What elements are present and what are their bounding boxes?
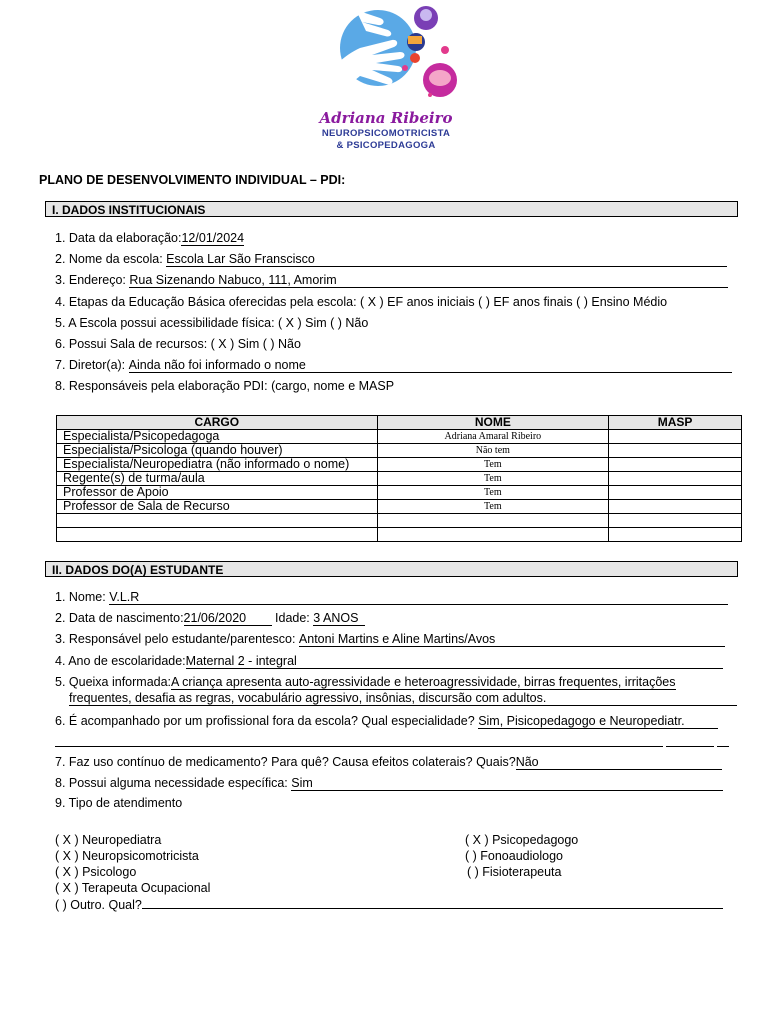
item-queixa	[55, 675, 676, 690]
item-responsavel	[55, 632, 725, 647]
cell-masp	[609, 444, 742, 458]
cell-nome: Tem	[377, 500, 609, 514]
item-nascimento	[55, 611, 365, 626]
table-row	[57, 514, 742, 528]
value: A criança apresenta auto-agressividade e heteroagressividade, birras frequentes, irritações	[171, 675, 676, 689]
item-sala-recursos: 6. Possui Sala de recursos: ( X ) Sim ( ) Não	[55, 337, 301, 351]
value: Sim, Pisicopedagogo e Neuropediatr.	[478, 715, 718, 729]
item-acessibilidade: 5. A Escola possui acessibilidade física: ( X ) Sim ( ) Não	[55, 316, 369, 330]
cell-masp	[609, 472, 742, 486]
cell-nome: Tem	[377, 472, 609, 486]
table-row	[57, 486, 742, 500]
cell-masp	[609, 458, 742, 472]
logo-subtitle-1: NEUROPSICOMOTRICISTA	[321, 128, 451, 139]
cell-cargo: Regente(s) de turma/aula	[57, 472, 378, 486]
cell-nome: Adriana Amaral Ribeiro	[377, 430, 609, 444]
label: 1. Data da elaboração:	[55, 231, 182, 245]
option-neuropsicomotricista: ( X ) Neuropsicomotricista	[55, 849, 199, 863]
label: ( ) Outro. Qual?	[55, 898, 142, 912]
cell-masp	[609, 528, 742, 542]
value: Não	[516, 756, 722, 770]
value: frequentes, desafia as regras, vocabulário agressivo, insônias, discursão com adultos.	[69, 692, 737, 706]
header-nome: NOME	[377, 416, 609, 430]
section-header-estudante: II. DADOS DO(A) ESTUDANTE	[45, 561, 738, 577]
idade-value: 3 ANOS	[313, 612, 365, 626]
table-row	[57, 500, 742, 514]
item-tipo-atendimento: 9. Tipo de atendimento	[55, 796, 183, 810]
item-data-elaboracao	[55, 231, 244, 246]
option-psicologo: ( X ) Psicologo	[55, 865, 137, 879]
value: 21/06/2020	[184, 612, 272, 626]
cell-nome: Tem	[377, 458, 609, 472]
option-psicopedagogo: ( X ) Psicopedagogo	[465, 833, 579, 847]
label: 1. Nome:	[55, 590, 110, 604]
label: 7. Diretor(a):	[55, 358, 129, 372]
item-medicamento	[55, 755, 722, 770]
item-responsaveis: 8. Responsáveis pela elaboração PDI: (cargo, nome e MASP	[55, 379, 395, 393]
cell-masp	[609, 430, 742, 444]
cell-masp	[609, 500, 742, 514]
table-row	[57, 430, 742, 444]
responsaveis-table	[56, 415, 742, 542]
value: Maternal 2 - integral	[186, 655, 723, 669]
logo-name: Adriana Ribeiro	[319, 109, 453, 127]
option-fisioterapeuta: ( ) Fisioterapeuta	[467, 865, 562, 879]
blank-line	[55, 746, 663, 747]
option-fonoaudiologo: ( ) Fonoaudiologo	[465, 849, 563, 863]
option-neuropediatra: ( X ) Neuropediatra	[55, 833, 162, 847]
cell-masp	[609, 514, 742, 528]
label: 8. Possui alguma necessidade específica:	[55, 776, 292, 790]
header-masp: MASP	[609, 416, 742, 430]
cell-masp	[609, 486, 742, 500]
cell-cargo: Especialista/Neuropediatra (não informado o nome)	[57, 458, 378, 472]
logo-subtitle-2: & PSICOPEDAGOGA	[336, 140, 436, 151]
cell-cargo	[57, 528, 378, 542]
value: 12/01/2024	[181, 231, 245, 245]
label: 2. Nome da escola:	[55, 252, 167, 266]
blank-line	[717, 746, 729, 747]
cell-nome	[377, 528, 609, 542]
label: 4. Ano de escolaridade:	[55, 654, 186, 668]
item-nome	[55, 590, 728, 605]
value: Escola Lar São Franscisco	[166, 253, 727, 267]
cell-cargo: Professor de Apoio	[57, 486, 378, 500]
label: 7. Faz uso contínuo de medicamento? Para quê? Causa efeitos colaterais? Quais?	[55, 755, 516, 769]
cell-cargo: Especialista/Psicologa (quando houver)	[57, 444, 378, 458]
table-row	[57, 528, 742, 542]
table-header-row	[57, 416, 742, 430]
value: Sim	[291, 777, 723, 791]
cell-nome	[377, 514, 609, 528]
idade-label: Idade:	[275, 611, 314, 625]
cell-nome: Tem	[377, 486, 609, 500]
item-acompanhamento	[55, 714, 718, 729]
label: 3. Endereço:	[55, 273, 130, 287]
value: Ainda não foi informado o nome	[129, 359, 732, 373]
section-header-institucionais: I. DADOS INSTITUCIONAIS	[45, 201, 738, 217]
item-necessidade	[55, 776, 723, 791]
item-etapas: 4. Etapas da Educação Básica oferecidas pela escola: ( X ) EF anos iniciais ( ) EF anos finais ( ) Ensino Médio	[55, 295, 668, 309]
cell-cargo	[57, 514, 378, 528]
label: 6. É acompanhado por um profissional fora da escola? Qual especialidade?	[55, 714, 479, 728]
item-queixa-continuation	[69, 691, 737, 706]
header-cargo: CARGO	[57, 416, 378, 430]
item-endereco	[55, 273, 728, 288]
table-row	[57, 458, 742, 472]
label: 3. Responsável pelo estudante/parentesco:	[55, 632, 299, 646]
item-ano-escolaridade	[55, 654, 723, 669]
blank-line	[666, 746, 714, 747]
table-row	[57, 444, 742, 458]
cell-cargo: Especialista/Psicopedagoga	[57, 430, 378, 444]
outro-blank	[142, 907, 723, 909]
label: 2. Data de nascimento:	[55, 611, 184, 625]
document-title: PLANO DE DESENVOLVIMENTO INDIVIDUAL – PDI:	[39, 173, 346, 187]
option-outro	[55, 898, 723, 912]
item-diretor	[55, 358, 732, 373]
cell-cargo: Professor de Sala de Recurso	[57, 500, 378, 514]
cell-nome: Não tem	[377, 444, 609, 458]
option-terapeuta-ocupacional: ( X ) Terapeuta Ocupacional	[55, 881, 211, 895]
value: Rua Sizenando Nabuco, 111, Amorim	[129, 274, 728, 288]
table-row	[57, 472, 742, 486]
value: Antoni Martins e Aline Martins/Avos	[299, 633, 725, 647]
value: V.L.R	[109, 591, 728, 605]
label: 5. Queixa informada:	[55, 675, 172, 689]
item-nome-escola	[55, 252, 727, 267]
